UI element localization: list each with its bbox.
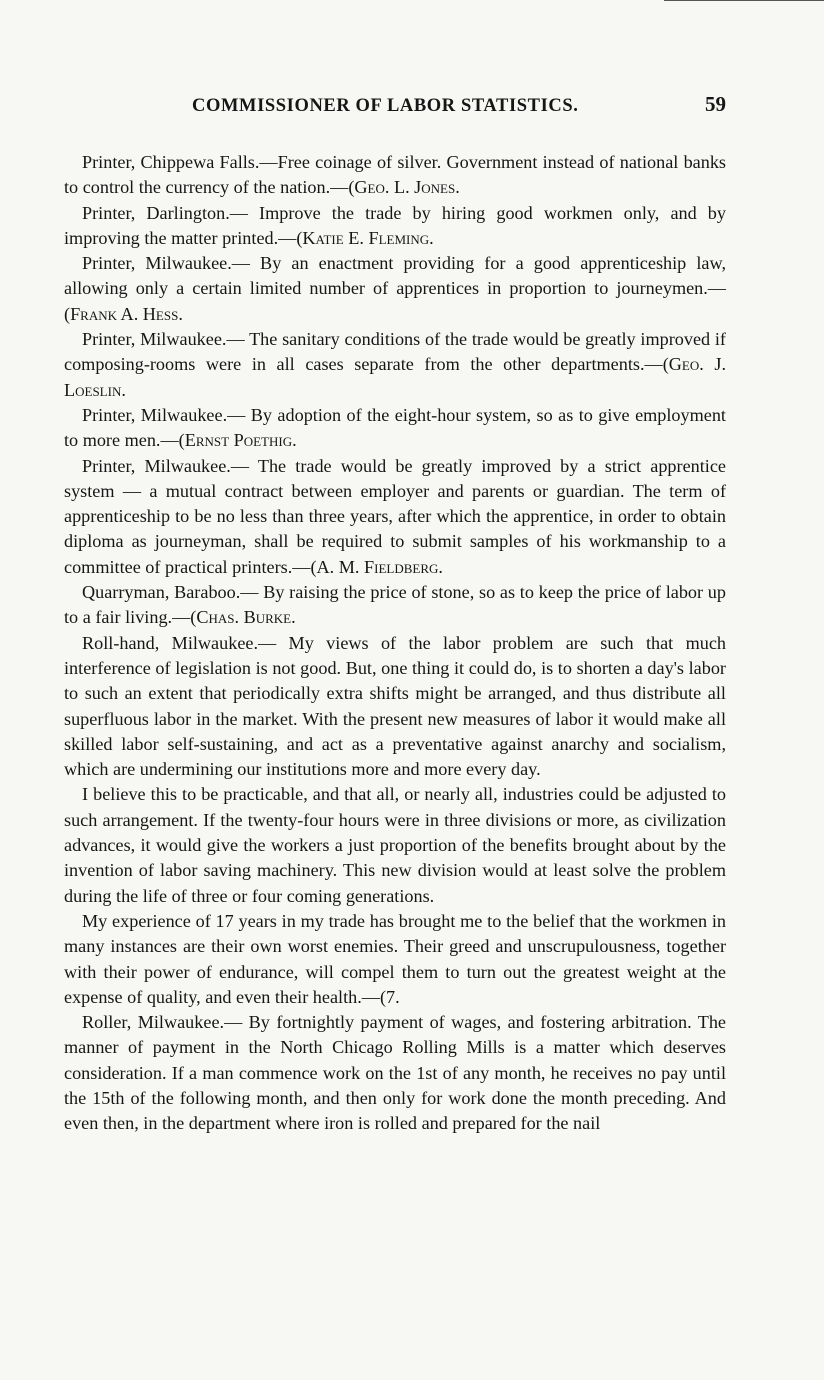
paragraph-text: My experience of 17 years in my trade has brought me to the belief that the workmen in many instances are their own worst enemies. Their greed and unscrupulousness, together with their power of endurance, will compel them to turn out the greatest weight at the expense of quality, and even their health.—(7. [64, 910, 726, 1007]
page-header [64, 92, 726, 126]
paragraph-text: Printer, Chippewa Falls.—Free coinage of silver. Government instead of national banks to control the currency of the nation.—( [64, 152, 726, 198]
paragraph [64, 1010, 726, 1136]
paragraph [64, 580, 726, 631]
page-body [64, 150, 726, 1137]
paragraph [64, 403, 726, 454]
paragraph-text: Printer, Milwaukee.— By adoption of the eight-hour system, so as to give employment to more men.—( [64, 404, 726, 451]
top-edge-rule [664, 0, 824, 1]
running-head: COMMISSIONER OF LABOR STATISTICS. [192, 96, 579, 116]
paragraph [64, 454, 726, 580]
respondent-signature: Geo. L. Jones. [354, 177, 460, 198]
respondent-signature: Geo. J. Loeslin. [64, 354, 726, 400]
paragraph [64, 150, 726, 201]
paragraph [64, 782, 726, 908]
respondent-signature: Ernst Poethig. [184, 430, 297, 451]
respondent-signature: Chas. Burke. [196, 607, 296, 628]
respondent-signature: A. M. Fieldberg. [316, 556, 443, 577]
paragraph [64, 631, 726, 783]
paragraph-text: Printer, Milwaukee.— The sanitary conditions of the trade would be greatly improved if composing-rooms were in all cases separate from the other departments.—( [64, 329, 726, 375]
respondent-signature: Katie E. Fleming. [302, 227, 434, 248]
paragraph-text: Quarryman, Baraboo.— By raising the price of stone, so as to keep the price of labor up to a fair living.—( [64, 582, 726, 628]
paragraph [64, 909, 726, 1010]
paragraph-text: Printer, Milwaukee.— By an enactment providing for a good apprenticeship law, allowing only a certain limited number of apprentices in proportion to journeymen.—( [64, 253, 726, 324]
paragraph-text: Printer, Milwaukee.— The trade would be greatly improved by a strict apprentice system — a mutual contract between employer and parents or guardian. The term of apprenticeship to be no less than three years, after which the apprentice, in order to obtain diploma as journeyman, shall be required to submit samples of his workmanship to a committee of practical printers.—( [64, 455, 726, 577]
respondent-signature: Frank A. Hess. [70, 303, 183, 324]
page-number: 59 [705, 92, 726, 116]
paragraph [64, 251, 726, 327]
paragraph [64, 201, 726, 252]
paragraph-text: Roll-hand, Milwaukee.— My views of the labor problem are such that much interference of legislation is not good. But, one thing it could do, is to shorten a day's labor to such an extent that periodically extra shifts might be arranged, and thus distribute all superfluous labor in the market. With the present new measures of labor it would make all skilled labor self-sustaining, and act as a preventative against anarchy and socialism, which are undermining our institutions more and more every day. [64, 632, 726, 780]
paragraph-text: I believe this to be practicable, and that all, or nearly all, industries could be adjusted to such arrangement. If the twenty-four hours were in three divisions or more, as civilization advances, it would give the workers a just proportion of the benefits brought about by the invention of labor saving machinery. This new division would at least solve the problem during the life of three or four coming generations. [64, 784, 726, 906]
paragraph-text: Roller, Milwaukee.— By fortnightly payment of wages, and fostering arbitration. The manner of payment in the North Chicago Rolling Mills is a matter which deserves consideration. If a man commence work on the 1st of any month, he receives no pay until the 15th of the following month, and then only for work done the month preceding. And even then, in the department where iron is rolled and prepared for the nail [64, 1012, 726, 1134]
paragraph-text: Printer, Darlington.— Improve the trade by hiring good workmen only, and by improving the matter printed.—( [64, 202, 726, 248]
paragraph [64, 327, 726, 403]
document-page [64, 92, 726, 1137]
